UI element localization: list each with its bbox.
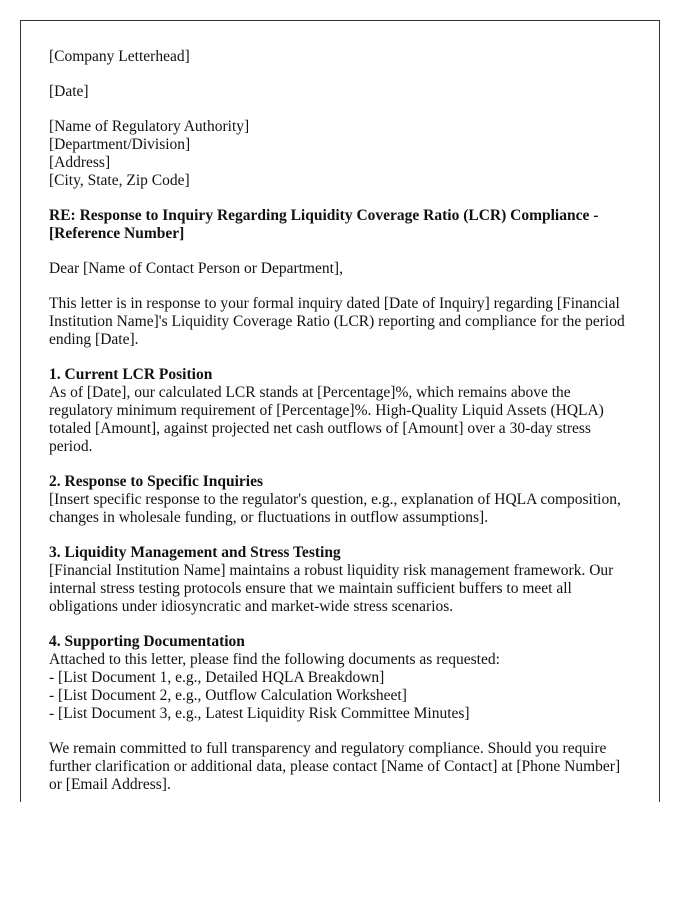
section-body: Attached to this letter, please find the following documents as requested:: [49, 651, 500, 668]
section-title: 2. Response to Specific Inquiries: [49, 473, 263, 490]
recipient-street-address: [Address]: [49, 154, 111, 171]
letterhead: [Company Letterhead]: [49, 48, 190, 65]
closing-paragraph: We remain committed to full transparency and regulatory compliance. Should you require further clarification or additional data, please contact [Name of Contact] at [Phone Number] or [Email Address].: [49, 740, 621, 793]
section-body: [Financial Institution Name] maintains a robust liquidity risk management framework. Our internal stress testing protocols ensure that we maintain sufficient buffers to meet all obligations under idiosyncratic and market-wide stress scenarios.: [49, 562, 614, 615]
section-body: [Insert specific response to the regulator's question, e.g., explanation of HQLA composition, changes in wholesale funding, or fluctuations in outflow assumptions].: [49, 491, 621, 526]
recipient-department: [Department/Division]: [49, 136, 191, 153]
salutation: Dear [Name of Contact Person or Department],: [49, 260, 343, 277]
letter-page: [20, 20, 660, 802]
section-current-lcr-position: [49, 366, 631, 456]
intro-paragraph: This letter is in response to your formal inquiry dated [Date of Inquiry] regarding [Financial Institution Name]'s Liquidity Coverage Ratio (LCR) reporting and compliance for the period ending [Date].: [49, 295, 625, 348]
document-list-item: - [List Document 1, e.g., Detailed HQLA Breakdown]: [49, 669, 385, 686]
subject-line: RE: Response to Inquiry Regarding Liquidity Coverage Ratio (LCR) Compliance - [Reference Number]: [49, 207, 599, 242]
recipient-address: [49, 118, 631, 190]
recipient-city-state-zip: [City, State, Zip Code]: [49, 172, 190, 189]
letter-date: [Date]: [49, 83, 89, 100]
document-list-item: - [List Document 3, e.g., Latest Liquidity Risk Committee Minutes]: [49, 705, 470, 722]
section-liquidity-management: [49, 544, 631, 616]
section-body: As of [Date], our calculated LCR stands at [Percentage]%, which remains above the regulatory minimum requirement of [Percentage]%. High-Quality Liquid Assets (HQLA) totaled [Amount], against projected net cash outflows of [Amount] over a 30-day stress period.: [49, 384, 604, 455]
section-title: 3. Liquidity Management and Stress Testing: [49, 544, 341, 561]
section-title: 4. Supporting Documentation: [49, 633, 245, 650]
document-list-item: - [List Document 2, e.g., Outflow Calculation Worksheet]: [49, 687, 407, 704]
section-supporting-documentation: [49, 633, 631, 723]
section-title: 1. Current LCR Position: [49, 366, 213, 383]
section-specific-inquiries: [49, 473, 631, 527]
recipient-authority: [Name of Regulatory Authority]: [49, 118, 250, 135]
